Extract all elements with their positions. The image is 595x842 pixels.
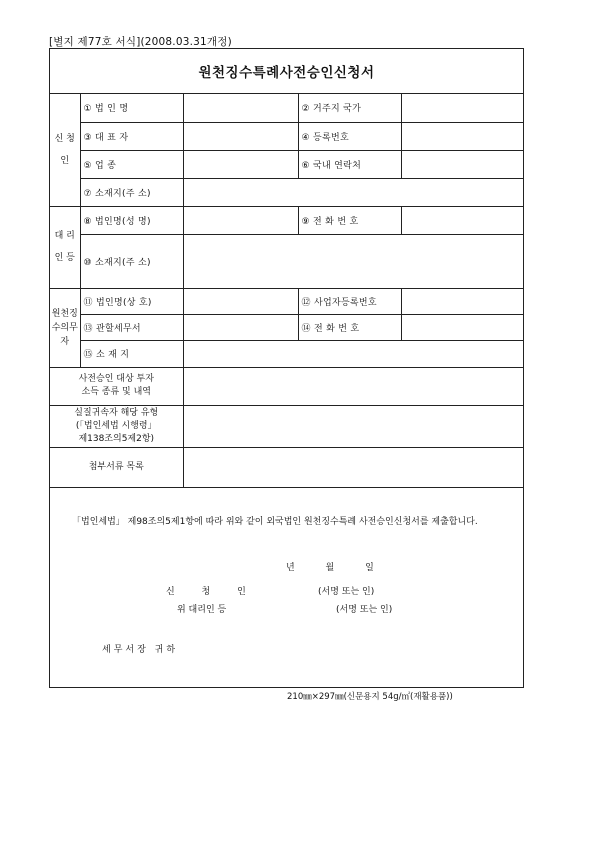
addressee: 세무서장 귀하 [102, 645, 179, 655]
field-value-withholder-phone[interactable] [401, 314, 523, 340]
field-value-withholder-name[interactable] [183, 288, 298, 314]
value-attachments[interactable] [183, 447, 523, 487]
form-grid [50, 94, 523, 488]
label-owner-line3: 제138조의5제2항) [78, 433, 155, 444]
field-label-residence-country: ② 거주지 국가 [298, 94, 401, 122]
label-attachments: 첨부서류 목록 [50, 447, 183, 487]
applicant-sign-label: 신 청 인 [166, 587, 258, 597]
field-label-agent-name: ⑧ 법인명(성 명) [80, 206, 183, 234]
field-value-residence-country[interactable] [401, 94, 523, 122]
label-investment-line1: 사전승인 대상 투자 [78, 374, 154, 384]
form-number-note: [별지 제77호 서식](2008.03.31개정) [49, 36, 232, 48]
field-value-business-registration-number[interactable] [401, 288, 523, 314]
field-label-corporation-name: ① 법 인 명 [80, 94, 183, 122]
field-value-business-type[interactable] [183, 150, 298, 178]
application-form [49, 48, 524, 688]
section-withholder-label [50, 288, 80, 367]
label-investment-line2: 소득 종류 및 내역 [81, 387, 151, 397]
field-value-agent-address[interactable] [183, 234, 523, 288]
paper-size-note: 210㎜×297㎜(신문용지 54g/㎡(재활용품)) [287, 692, 453, 702]
section-agent-text: 대 리 인 등 [54, 231, 75, 263]
declaration-text: 「법인세법」 제98조의5제1항에 따라 위와 같이 외국법인 원천징수특례 사전승인신청서를 제출합니다. [72, 517, 478, 527]
date-line: 년 월 일 [286, 563, 374, 573]
agent-sign-label: 위 대리인 등 [177, 605, 227, 615]
section-withholder-text: 원천징수의무자 [51, 308, 78, 347]
section-agent-label [50, 206, 80, 288]
section-applicant-text: 신 청 인 [54, 133, 75, 166]
field-value-domestic-contact[interactable] [401, 150, 523, 178]
field-label-withholder-address: ⑮ 소 재 지 [80, 340, 183, 367]
field-value-representative[interactable] [183, 122, 298, 150]
field-label-registration-number: ④ 등록번호 [298, 122, 401, 150]
agent-signature-field[interactable]: (서명 또는 인) [336, 605, 393, 615]
field-label-agent-address: ⑩ 소재지(주 소) [80, 234, 183, 288]
field-value-agent-name[interactable] [183, 206, 298, 234]
field-label-tax-office: ⑬ 관할세무서 [80, 314, 183, 340]
field-label-withholder-name: ⑪ 법인명(상 호) [80, 288, 183, 314]
field-label-business-registration-number: ⑫ 사업자등록번호 [298, 288, 401, 314]
form-title: 원천징수특례사전승인신청서 [50, 49, 523, 94]
declaration-area [50, 484, 523, 687]
value-beneficial-owner-type[interactable] [183, 405, 523, 447]
field-value-applicant-address[interactable] [183, 178, 523, 206]
label-beneficial-owner-type [50, 405, 183, 447]
field-label-agent-phone: ⑨ 전 화 번 호 [298, 206, 401, 234]
label-owner-line2: (「법인세법 시행령」 [75, 420, 157, 431]
field-value-tax-office[interactable] [183, 314, 298, 340]
label-investment-income [50, 367, 183, 405]
field-label-withholder-phone: ⑭ 전 화 번 호 [298, 314, 401, 340]
label-owner-line1: 실질귀속자 해당 유형 [74, 407, 159, 418]
field-label-business-type: ⑤ 업 종 [80, 150, 183, 178]
field-value-registration-number[interactable] [401, 122, 523, 150]
field-label-domestic-contact: ⑥ 국내 연락처 [298, 150, 401, 178]
field-value-withholder-address[interactable] [183, 340, 523, 367]
applicant-signature-field[interactable]: (서명 또는 인) [318, 587, 375, 597]
value-investment-income[interactable] [183, 367, 523, 405]
field-value-agent-phone[interactable] [401, 206, 523, 234]
field-value-corporation-name[interactable] [183, 94, 298, 122]
field-label-applicant-address: ⑦ 소재지(주 소) [80, 178, 183, 206]
field-label-representative: ③ 대 표 자 [80, 122, 183, 150]
section-applicant-label [50, 94, 80, 206]
